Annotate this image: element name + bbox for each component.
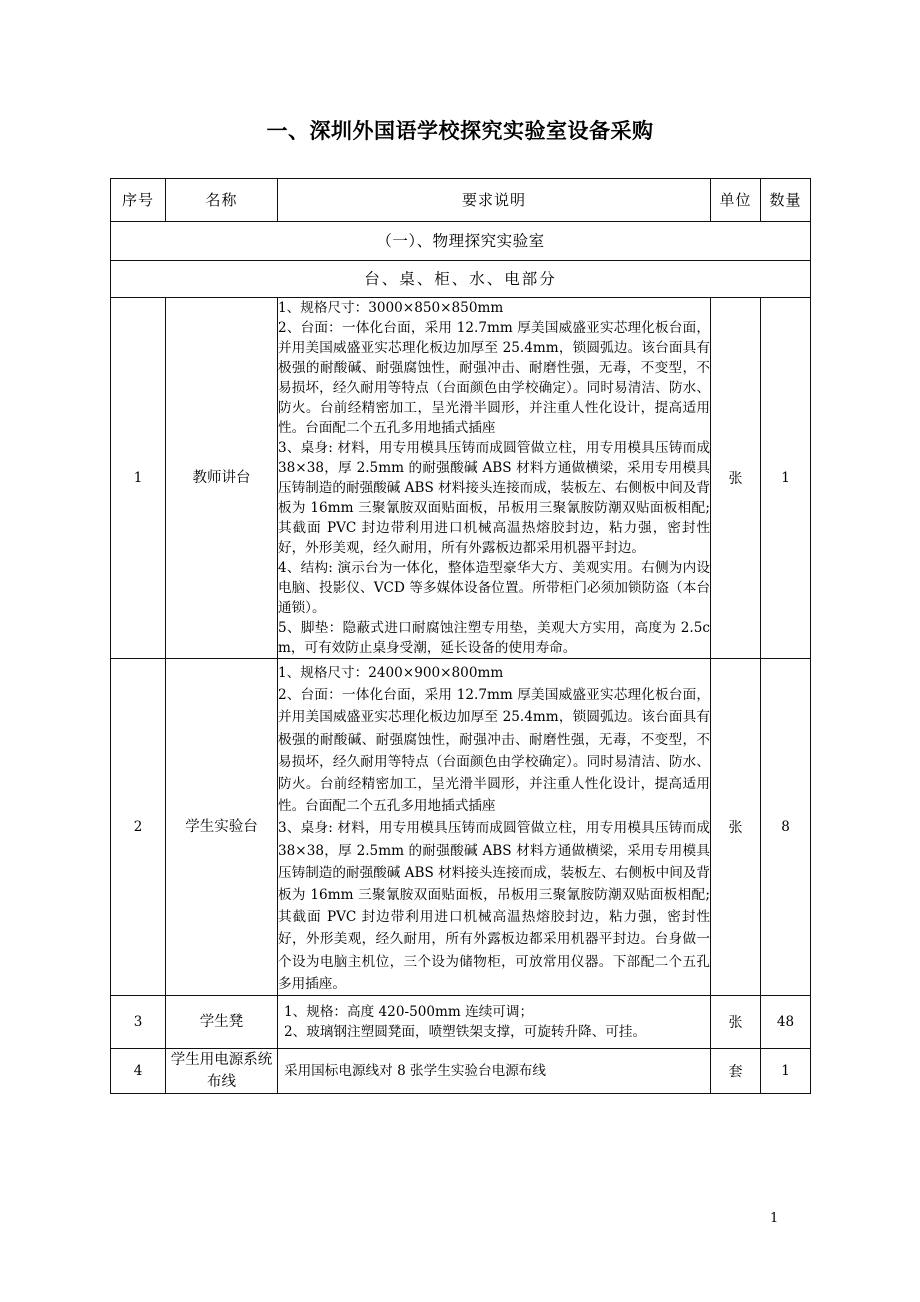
- desc-line: 2、玻璃钢注塑圆凳面，喷塑铁架支撑，可旋转升降、可挂。: [284, 1024, 647, 1041]
- table-row: [111, 298, 811, 659]
- desc-line: 4、结构: 演示台为一体化，整体造型豪华大方、美观实用。右侧为内设电脑、投影仪、VCD 等多媒体设备位置。所带柜门必须加锁防盗（本台通锁）。: [278, 560, 710, 616]
- row-quantity: 48: [761, 996, 811, 1049]
- column-header-seq: 序号: [111, 179, 166, 222]
- desc-line: 3、桌身: 材料，用专用模具压铸而成圆管做立柱，用专用模具压铸而成 38×38，厚 2.5mm 的耐强酸碱 ABS 材料方通做横梁，采用专用模具压铸制造的耐强酸碱 ABS 材料接头连接而成，装板左、右侧板中间及背板为 16mm 三聚氰胺双面贴面板，吊板用三聚氰胺防潮双贴面板相配; 其截面 PVC 封边带利用进口机械高温热熔胶封边，粘力强，密封性好，外形美观，经久耐用，所有外露板边都采用机器平封边。台身做一个设为电脑主机位，三个设为储物柜，可放常用仪器。下部配二个五孔多用插座。: [278, 820, 710, 992]
- desc-line: 1、规格尺寸：3000×850×850mm: [278, 300, 504, 316]
- row-quantity: 1: [761, 298, 811, 659]
- row-seq: 3: [111, 996, 166, 1049]
- column-header-name: 名称: [166, 179, 278, 222]
- row-seq: 1: [111, 298, 166, 659]
- desc-line: 采用国标电源线对 8 张学生实验台电源布线: [284, 1063, 546, 1080]
- row-name: 教师讲台: [166, 298, 278, 659]
- desc-line: 2、台面：一体化台面，采用 12.7mm 厚美国威盛亚实芯理化板台面，并用美国威盛亚实芯理化板边加厚至 25.4mm，锁圆弧边。该台面具有极强的耐酸碱、耐强腐蚀性，耐强冲击、耐磨性强，无毒，不变型，不易损坏，经久耐用等特点（台面颜色由学校确定）。同时易清洁、防水、防火。台前经精密加工，呈光滑半圆形，并注重人性化设计，提高适用性。台面配二个五孔多用地插式插座: [278, 687, 710, 815]
- desc-line: 2、台面：一体化台面，采用 12.7mm 厚美国威盛亚实芯理化板台面，并用美国威盛亚实芯理化板边加厚至 25.4mm，锁圆弧边。该台面具有极强的耐酸碱、耐强腐蚀性，耐强冲击、耐磨性强，无毒，不变型，不易损坏，经久耐用等特点（台面颜色由学校确定）。同时易清洁、防水、防火。台前经精密加工，呈光滑半圆形，并注重人性化设计，提高适用性。台面配二个五孔多用地插式插座: [278, 320, 710, 436]
- section-title-physics-lab: （一）、物理探究实验室: [111, 222, 811, 261]
- table-row: [111, 659, 811, 996]
- row-quantity: 8: [761, 659, 811, 996]
- table-row: [111, 996, 811, 1049]
- column-header-unit: 单位: [711, 179, 761, 222]
- row-name: 学生凳: [166, 996, 278, 1049]
- row-unit: 套: [711, 1049, 761, 1094]
- row-description: [278, 996, 711, 1049]
- equipment-spec-table: [110, 178, 811, 1094]
- row-description: [278, 1049, 711, 1094]
- desc-line: 1、规格：高度 420-500mm 连续可调；: [284, 1004, 534, 1021]
- row-seq: 2: [111, 659, 166, 996]
- page-number: 1: [770, 1211, 779, 1226]
- row-unit: 张: [711, 659, 761, 996]
- row-description: [278, 659, 711, 996]
- row-name: 学生用电源系统布线: [166, 1049, 278, 1094]
- row-quantity: 1: [761, 1049, 811, 1094]
- table-header-row: [111, 179, 811, 222]
- row-name: 学生实验台: [166, 659, 278, 996]
- desc-line: 5、脚垫：隐蔽式进口耐腐蚀注塑专用垫，美观大方实用，高度为 2.5cm，可有效防止桌身受潮，延长设备的使用寿命。: [278, 620, 710, 656]
- column-header-quantity: 数量: [761, 179, 811, 222]
- section-title-furniture-category: 台、桌、柜、水、电部分: [111, 261, 811, 298]
- section-header-row-lab: [111, 222, 811, 261]
- table-row: [111, 1049, 811, 1094]
- row-unit: 张: [711, 298, 761, 659]
- row-seq: 4: [111, 1049, 166, 1094]
- row-description: [278, 298, 711, 659]
- section-header-row-category: [111, 261, 811, 298]
- column-header-description: 要求说明: [278, 179, 711, 222]
- desc-line: 3、桌身: 材料，用专用模具压铸而成圆管做立柱，用专用模具压铸而成 38×38，厚 2.5mm 的耐强酸碱 ABS 材料方通做横梁，采用专用模具压铸制造的耐强酸碱 ABS 材料接头连接而成，装板左、右侧板中间及背板为 16mm 三聚氰胺双面贴面板，吊板用三聚氰胺防潮双贴面板相配; 其截面 PVC 封边带利用进口机械高温热熔胶封边，粘力强，密封性好，外形美观，经久耐用，所有外露板边都采用机器平封边。: [278, 440, 710, 556]
- desc-line: 1、规格尺寸：2400×900×800mm: [278, 665, 504, 681]
- row-unit: 张: [711, 996, 761, 1049]
- page-title: 一、深圳外国语学校探究实验室设备采购: [266, 119, 654, 143]
